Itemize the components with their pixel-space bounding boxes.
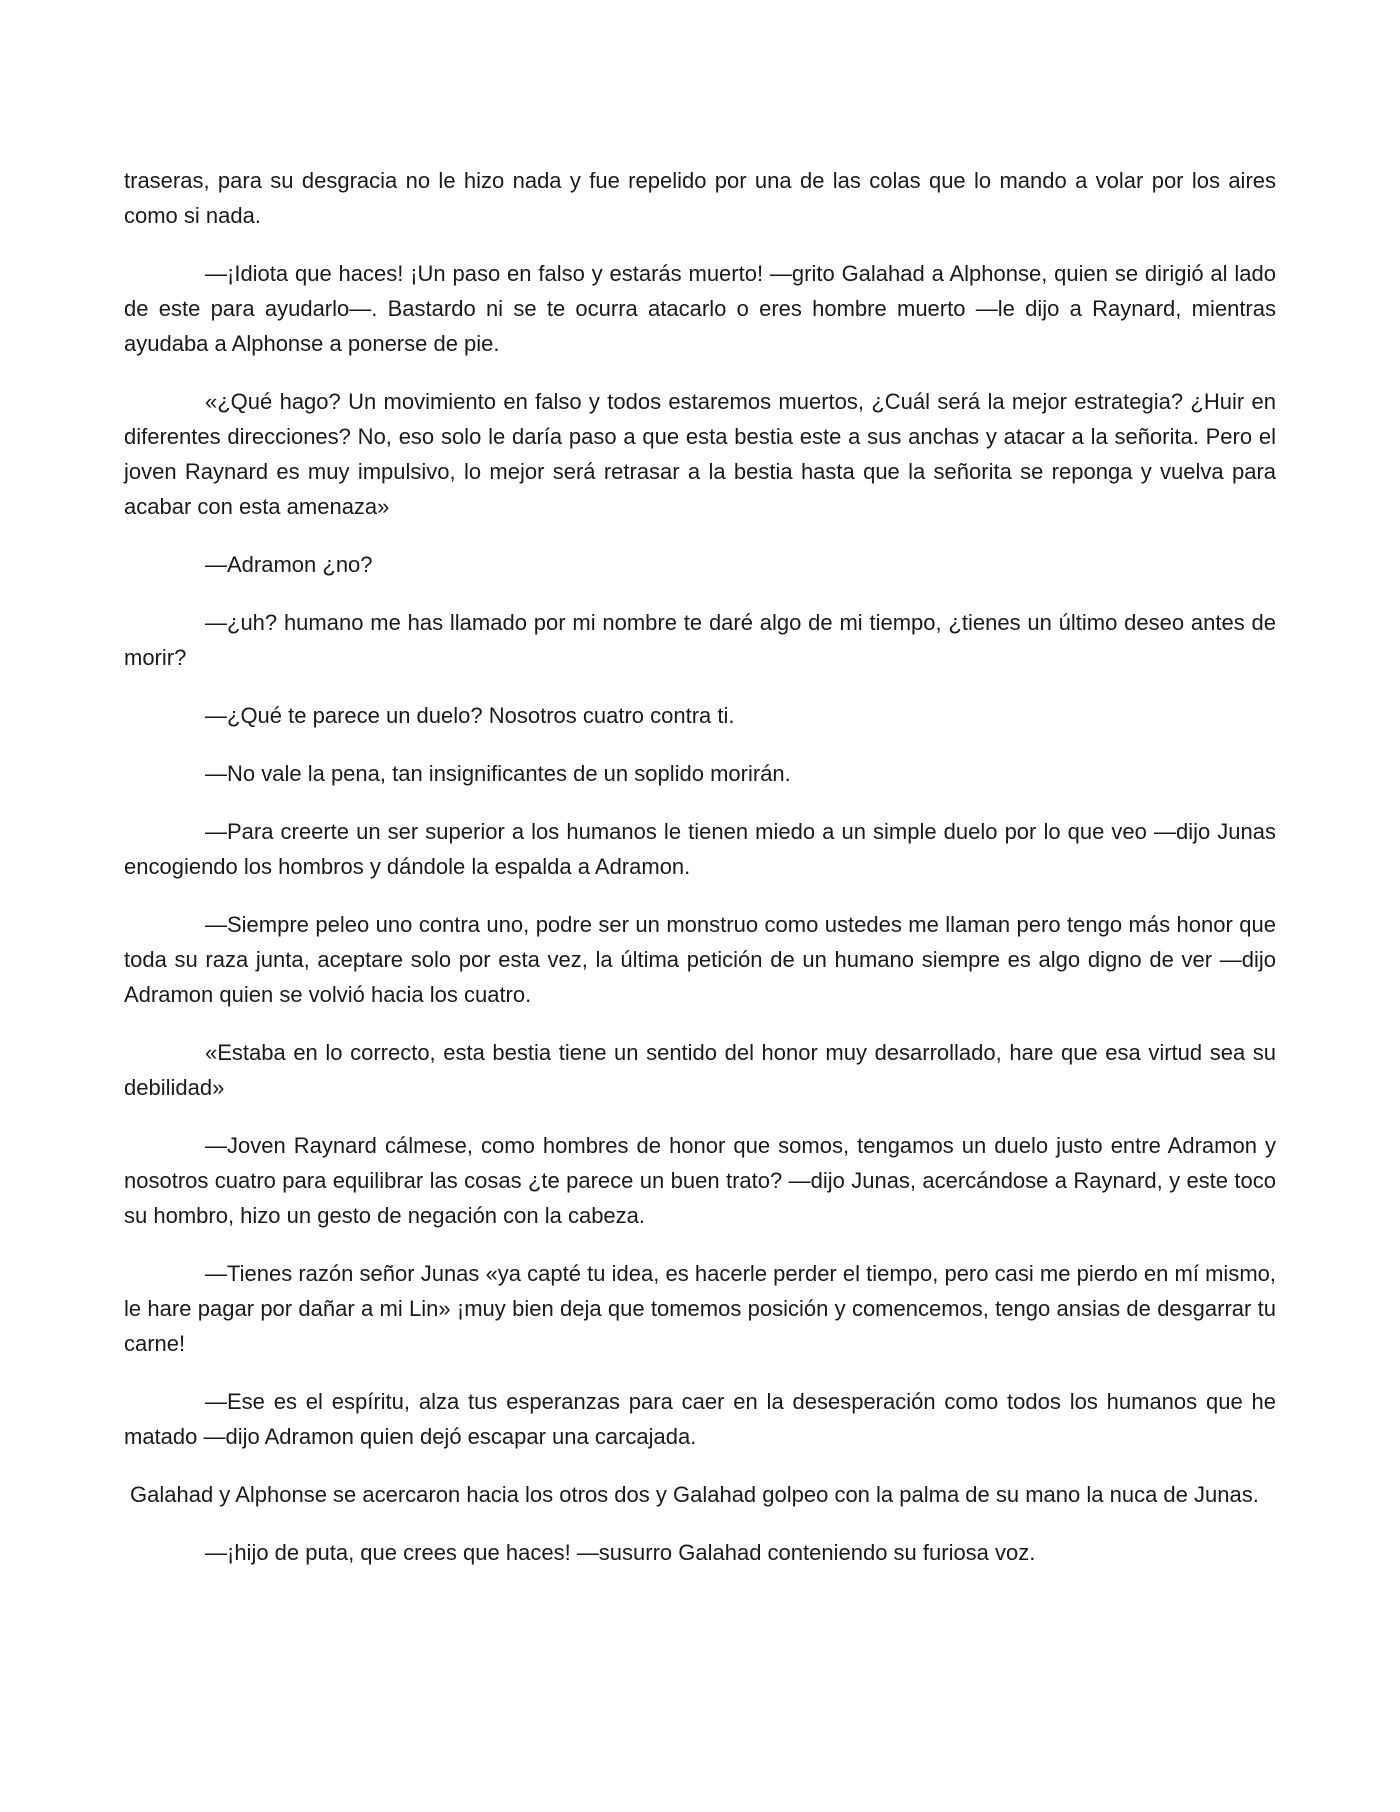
paragraph-8: —Para creerte un ser superior a los humanos le tienen miedo a un simple duelo por lo que veo —dijo Junas encogiendo los hombros y dándole la espalda a Adramon.	[124, 819, 1276, 879]
paragraph-12: —Tienes razón señor Junas «ya capté tu idea, es hacerle perder el tiempo, pero casi me pierdo en mí mismo, le hare pagar por dañar a mi Lin» ¡muy bien deja que tomemos posición y comencemos, tengo ansias de desgarrar tu carne!	[124, 1261, 1276, 1356]
paragraph-11: —Joven Raynard cálmese, como hombres de honor que somos, tengamos un duelo justo entre Adramon y nosotros cuatro para equilibrar las cosas ¿te parece un buen trato? —dijo Junas, acercándose a Raynard, y este toco su hombro, hizo un gesto de negación con la cabeza.	[124, 1133, 1276, 1228]
paragraph-10: «Estaba en lo correcto, esta bestia tiene un sentido del honor muy desarrollado, hare que esa virtud sea su debilidad»	[124, 1040, 1276, 1100]
paragraph-2: —¡Idiota que haces! ¡Un paso en falso y estarás muerto! —grito Galahad a Alphonse, quien se dirigió al lado de este para ayudarlo—. Bastardo ni se te ocurra atacarlo o eres hombre muerto —le dijo a Raynard, mientras ayudaba a Alphonse a ponerse de pie.	[124, 261, 1276, 356]
paragraph-4: —Adramon ¿no?	[205, 552, 373, 577]
document-body	[124, 163, 1276, 1570]
paragraph-13: —Ese es el espíritu, alza tus esperanzas para caer en la desesperación como todos los humanos que he matado —dijo Adramon quien dejó escapar una carcajada.	[124, 1389, 1276, 1449]
paragraph-6: —¿Qué te parece un duelo? Nosotros cuatro contra ti.	[205, 703, 735, 728]
paragraph-15: —¡hijo de puta, que crees que haces! —susurro Galahad conteniendo su furiosa voz.	[205, 1540, 1036, 1565]
paragraph-3: «¿Qué hago? Un movimiento en falso y todos estaremos muertos, ¿Cuál será la mejor estrategia? ¿Huir en diferentes direcciones? No, eso solo le daría paso a que esta bestia este a sus anchas y atacar a la señorita. Pero el joven Raynard es muy impulsivo, lo mejor será retrasar a la bestia hasta que la señorita se reponga y vuelva para acabar con esta amenaza»	[124, 389, 1276, 519]
paragraph-1: traseras, para su desgracia no le hizo nada y fue repelido por una de las colas que lo mando a volar por los aires como si nada.	[124, 168, 1276, 228]
paragraph-5: —¿uh? humano me has llamado por mi nombre te daré algo de mi tiempo, ¿tienes un último deseo antes de morir?	[124, 610, 1276, 670]
paragraph-9: —Siempre peleo uno contra uno, podre ser un monstruo como ustedes me llaman pero tengo más honor que toda su raza junta, aceptare solo por esta vez, la última petición de un humano siempre es algo digno de ver —dijo Adramon quien se volvió hacia los cuatro.	[124, 912, 1276, 1007]
paragraph-7: —No vale la pena, tan insignificantes de un soplido morirán.	[205, 761, 791, 786]
paragraph-14: Galahad y Alphonse se acercaron hacia los otros dos y Galahad golpeo con la palma de su mano la nuca de Junas.	[130, 1482, 1259, 1507]
